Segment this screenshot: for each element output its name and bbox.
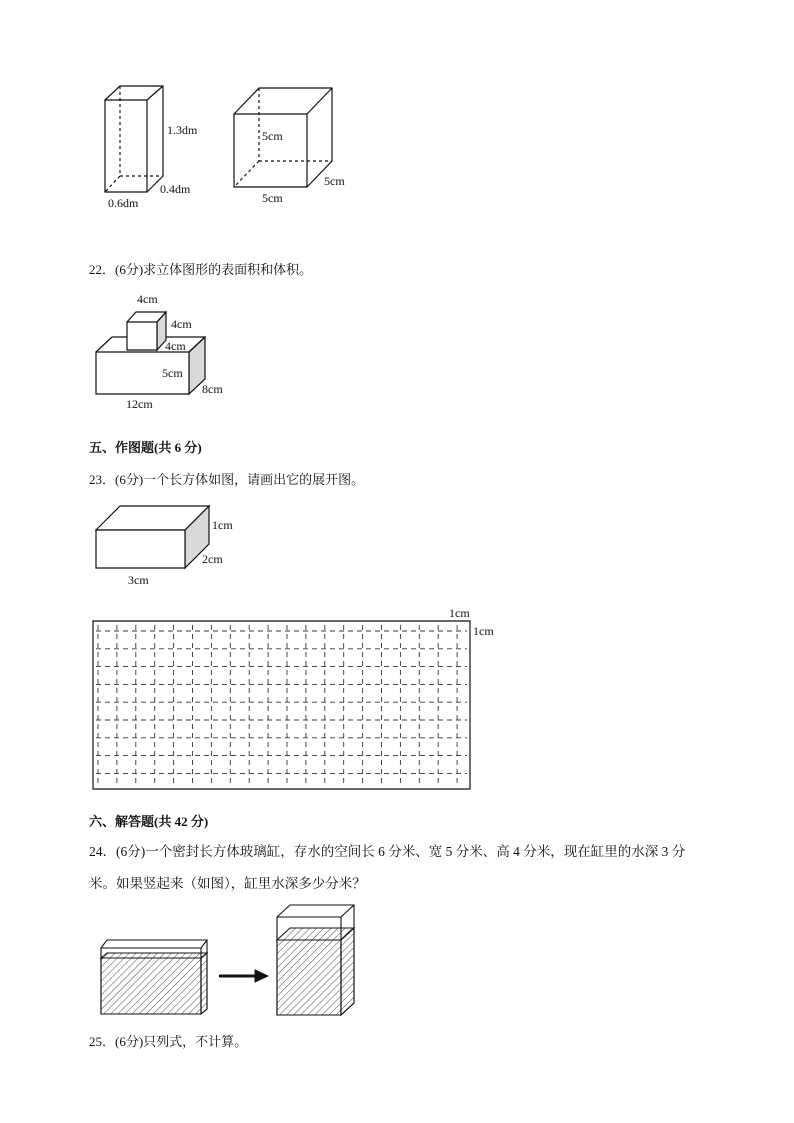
grid-cell-width-label: 1cm [449, 606, 470, 620]
q23-box-depth-label: 2cm [202, 552, 223, 566]
q22-box-depth-label: 8cm [202, 382, 223, 396]
grid-cell-height-label: 1cm [473, 624, 494, 638]
section-6-heading: 六、解答题(共 42 分) [89, 814, 209, 829]
q23-box-length-label: 3cm [128, 573, 149, 587]
cube-bottom-label: 5cm [262, 191, 283, 205]
q22-cube-depth-label: 4cm [165, 339, 186, 353]
q23-box-height-label: 1cm [212, 518, 233, 532]
cube-depth-label: 5cm [324, 174, 345, 188]
q22-box-length-label: 12cm [126, 397, 153, 411]
question-25-text: 25．(6分)只列式，不计算。 [89, 1034, 248, 1049]
question-24-line-1: 24．(6分)一个密封长方体玻璃缸，存水的空间长 6 分米、宽 5 分米、高 4 分米，现在缸里的水深 3 分 [89, 844, 686, 859]
question-24-line-2: 米。如果竖起来（如图），缸里水深多少分米？ [89, 876, 366, 891]
prism-width-label: 0.6dm [108, 196, 139, 210]
q22-cube-side-label: 4cm [171, 317, 192, 331]
q22-box-height-label: 5cm [162, 366, 183, 380]
prism-height-label: 1.3dm [167, 123, 198, 137]
prism-depth-label: 0.4dm [160, 182, 191, 196]
section-5-heading: 五、作图题(共 6 分) [89, 440, 202, 455]
cube-front-label: 5cm [262, 129, 283, 143]
q22-cube-top-label: 4cm [137, 292, 158, 306]
question-23-text: 23．(6分)一个长方体如图，请画出它的展开图。 [89, 472, 365, 487]
question-22-text: 22．(6分)求立体图形的表面积和体积。 [89, 262, 313, 277]
